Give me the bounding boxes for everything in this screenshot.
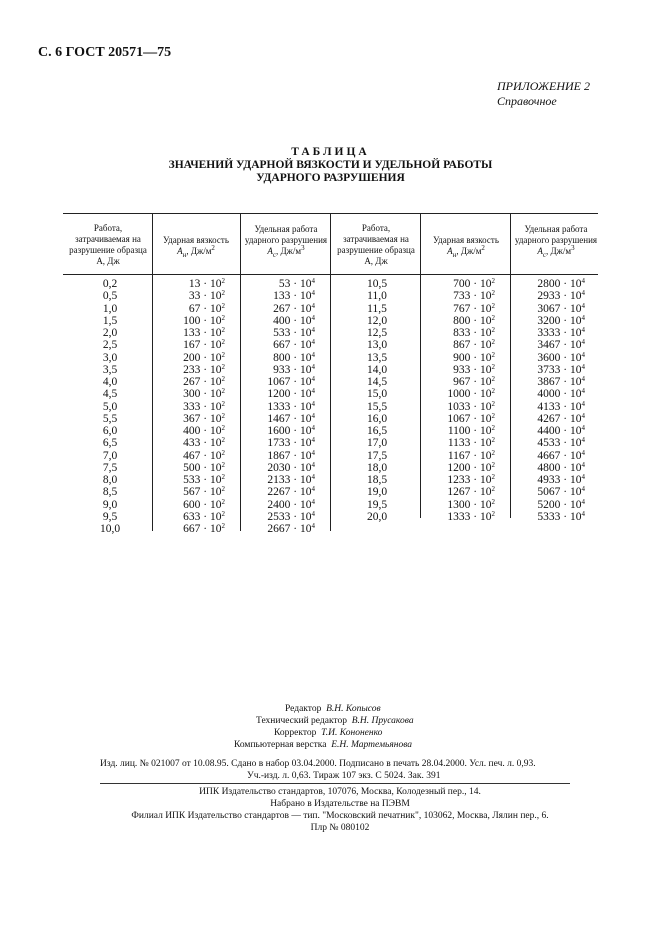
header-work: Работа, затрачиваемая на разрушение образца А, Дж <box>337 223 415 266</box>
cell-work: 4,5 <box>102 388 118 401</box>
cell-work: 16,0 <box>366 412 388 425</box>
cell-impact: $1267 \cdot 10^2$ <box>447 485 495 499</box>
cell-work: 18,5 <box>366 474 388 486</box>
cell-impact: $1333 \cdot 10^2$ <box>447 509 495 523</box>
table-title-line2: ЗНАЧЕНИЙ УДАРНОЙ ВЯЗКОСТИ И УДЕЛЬНОЙ РАБОТЫ <box>168 159 493 171</box>
cell-work: 18,0 <box>366 461 388 474</box>
cell-impact: $200 \cdot 10^2$ <box>183 350 225 364</box>
cell-impact: $300 \cdot 10^2$ <box>183 387 225 401</box>
cell-specific-work: $3467 \cdot 10^4$ <box>537 338 585 352</box>
cell-work: 7,5 <box>102 461 118 474</box>
cell-specific-work: $5067 \cdot 10^4$ <box>537 485 585 499</box>
cell-impact: $1233 \cdot 10^2$ <box>447 473 495 486</box>
cell-specific-work: $1200 \cdot 10^4$ <box>267 387 315 401</box>
table-title-line1: ТАБЛИЦА <box>291 146 370 158</box>
imprint-line1: Изд. лиц. № 021007 от 10.08.95. Сдано в набор 03.04.2000. Подписано в печать 28.04.2000. Усл. печ. л. 0,93. <box>100 759 536 769</box>
cell-impact: $633 \cdot 10^2$ <box>183 509 225 523</box>
column-divider <box>330 213 331 531</box>
cell-work: 8,0 <box>102 474 118 486</box>
cell-specific-work: $5333 \cdot 10^4$ <box>537 509 585 523</box>
cell-work: 9,0 <box>102 498 118 511</box>
cell-work: 17,0 <box>366 437 388 450</box>
cell-impact: $1133 \cdot 10^2$ <box>447 436 495 450</box>
publisher-line2: Набрано в Издательстве на ПЭВМ <box>270 799 410 809</box>
cell-impact: $733 \cdot 10^2$ <box>453 289 495 303</box>
imprint-line2: Уч.-изд. л. 0,63. Тираж 107 экз. С 5024. Зак. 391 <box>247 771 441 781</box>
cell-impact: $967 \cdot 10^2$ <box>453 375 495 388</box>
cell-impact: $33 \cdot 10^2$ <box>188 289 225 303</box>
cell-work: 2,0 <box>102 327 118 339</box>
cell-impact: $433 \cdot 10^2$ <box>183 436 225 450</box>
cell-impact: $233 \cdot 10^2$ <box>183 362 225 376</box>
cell-impact: $1033 \cdot 10^2$ <box>447 399 495 413</box>
cell-specific-work: $267 \cdot 10^4$ <box>273 301 315 315</box>
cell-work: 7,0 <box>102 449 118 462</box>
cell-specific-work: $933 \cdot 10^4$ <box>273 362 315 376</box>
cell-specific-work: $2533 \cdot 10^4$ <box>267 509 315 523</box>
cell-impact: $67 \cdot 10^2$ <box>188 301 225 315</box>
cell-work: 8,5 <box>102 486 118 499</box>
cell-work: 15,5 <box>366 400 388 413</box>
table-title-line3: УДАРНОГО РАЗРУШЕНИЯ <box>256 172 405 184</box>
cell-impact: $1100 \cdot 10^2$ <box>447 424 495 437</box>
appendix-label <box>497 79 590 109</box>
cell-impact: $1167 \cdot 10^2$ <box>447 448 495 462</box>
header-work: Работа, затрачиваемая на разрушение образца А, Дж <box>69 223 147 266</box>
cell-specific-work: $2267 \cdot 10^4$ <box>267 485 315 499</box>
cell-impact: $667 \cdot 10^2$ <box>183 522 225 535</box>
imprint-divider <box>100 783 570 784</box>
cell-specific-work: $5200 \cdot 10^4$ <box>537 497 585 511</box>
cell-work: 1,5 <box>102 314 118 327</box>
column-divider <box>420 213 421 518</box>
page-header: С. 6 ГОСТ 20571—75 <box>38 45 172 60</box>
cell-work: 12,0 <box>366 314 388 327</box>
cell-specific-work: $53 \cdot 10^4$ <box>278 277 315 290</box>
cell-specific-work: $133 \cdot 10^4$ <box>273 289 315 303</box>
publisher-line1: ИПК Издательство стандартов, 107076, Москва, Колодезный пер., 14. <box>199 787 481 797</box>
cell-impact: $267 \cdot 10^2$ <box>183 375 225 388</box>
cell-impact: $13 \cdot 10^2$ <box>188 277 225 290</box>
cell-work: 2,5 <box>102 339 118 352</box>
column-divider <box>152 213 153 531</box>
cell-work: 12,5 <box>366 327 388 339</box>
cell-impact: $567 \cdot 10^2$ <box>183 485 225 499</box>
cell-specific-work: $3733 \cdot 10^4$ <box>537 362 585 376</box>
cell-impact: $100 \cdot 10^2$ <box>183 313 225 327</box>
header-impact: Ударная вязкость $A_н$, $Дж/м^2$ <box>433 235 499 259</box>
cell-specific-work: $2667 \cdot 10^4$ <box>267 522 315 535</box>
cell-work: 3,5 <box>102 363 118 376</box>
publisher <box>80 786 600 834</box>
cell-specific-work: $4400 \cdot 10^4$ <box>537 424 585 437</box>
cell-work: 3,0 <box>102 351 118 364</box>
cell-specific-work: $1600 \cdot 10^4$ <box>267 424 315 437</box>
cell-specific-work: $4800 \cdot 10^4$ <box>537 460 585 474</box>
credit-editor: Редактор В.Н. Копысов <box>285 704 381 714</box>
cell-work: 0,5 <box>102 290 118 303</box>
cell-work: 19,0 <box>366 486 388 499</box>
cell-impact: $400 \cdot 10^2$ <box>183 424 225 437</box>
cell-specific-work: $533 \cdot 10^4$ <box>273 326 315 339</box>
cell-specific-work: $3333 \cdot 10^4$ <box>537 326 585 339</box>
cell-specific-work: $2800 \cdot 10^4$ <box>537 277 585 290</box>
cell-work: 16,5 <box>366 425 388 437</box>
cell-work: 19,5 <box>366 498 388 511</box>
cell-specific-work: $2030 \cdot 10^4$ <box>267 460 315 474</box>
cell-work: 4,0 <box>102 376 118 388</box>
cell-impact: $867 \cdot 10^2$ <box>453 338 495 352</box>
cell-impact: $800 \cdot 10^2$ <box>453 313 495 327</box>
cell-specific-work: $3067 \cdot 10^4$ <box>537 301 585 315</box>
cell-specific-work: $2400 \cdot 10^4$ <box>267 497 315 511</box>
cell-specific-work: $4933 \cdot 10^4$ <box>537 473 585 486</box>
cell-work: 17,5 <box>366 449 388 462</box>
cell-impact: $467 \cdot 10^2$ <box>183 448 225 462</box>
cell-impact: $333 \cdot 10^2$ <box>183 399 225 413</box>
credit-tech-editor: Технический редактор В.Н. Прусакова <box>256 716 414 726</box>
cell-work: 13,5 <box>366 351 388 364</box>
cell-impact: $700 \cdot 10^2$ <box>453 277 495 290</box>
cell-impact: $767 \cdot 10^2$ <box>453 301 495 315</box>
cell-impact: $833 \cdot 10^2$ <box>453 326 495 339</box>
cell-impact: $1067 \cdot 10^2$ <box>447 411 495 425</box>
cell-work: 20,0 <box>366 510 388 523</box>
cell-specific-work: $1333 \cdot 10^4$ <box>267 399 315 413</box>
cell-specific-work: $4533 \cdot 10^4$ <box>537 436 585 450</box>
cell-specific-work: $800 \cdot 10^4$ <box>273 350 315 364</box>
cell-work: 1,0 <box>102 302 118 315</box>
cell-impact: $933 \cdot 10^2$ <box>453 362 495 376</box>
cell-impact: $167 \cdot 10^2$ <box>183 338 225 352</box>
cell-specific-work: $3867 \cdot 10^4$ <box>537 375 585 388</box>
cell-work: 11,5 <box>367 302 387 315</box>
cell-specific-work: $3600 \cdot 10^4$ <box>537 350 585 364</box>
appendix-title: ПРИЛОЖЕНИЕ 2 <box>497 79 590 93</box>
credits <box>180 703 480 751</box>
cell-work: 6,5 <box>102 437 118 450</box>
cell-specific-work: $4667 \cdot 10^4$ <box>537 448 585 462</box>
cell-specific-work: $2133 \cdot 10^4$ <box>267 473 315 486</box>
cell-specific-work: $4000 \cdot 10^4$ <box>537 387 585 401</box>
header-specific-work: Удельная работа ударного разрушения $A_c$, $Дж/м^3$ <box>514 224 598 259</box>
cell-specific-work: $1733 \cdot 10^4$ <box>267 436 315 450</box>
cell-work: 5,5 <box>102 412 118 425</box>
cell-impact: $900 \cdot 10^2$ <box>453 350 495 364</box>
cell-work: 14,5 <box>366 376 388 388</box>
cell-specific-work: $667 \cdot 10^4$ <box>273 338 315 352</box>
publisher-line4: Плр № 080102 <box>310 823 370 833</box>
credit-layout: Компьютерная верстка Е.Н. Мартемьянова <box>234 740 413 750</box>
credit-corrector: Корректор Т.И. Кононенко <box>274 728 383 738</box>
cell-work: 9,5 <box>102 510 118 523</box>
cell-work: 0,2 <box>102 278 118 290</box>
header-impact: Ударная вязкость $A_н$, $Дж/м^2$ <box>163 235 229 259</box>
cell-work: 11,0 <box>367 290 387 303</box>
cell-impact: $600 \cdot 10^2$ <box>183 497 225 511</box>
cell-work: 10,0 <box>99 523 121 535</box>
cell-work: 13,0 <box>366 339 388 352</box>
cell-specific-work: $1067 \cdot 10^4$ <box>267 375 315 388</box>
cell-specific-work: $3200 \cdot 10^4$ <box>537 313 585 327</box>
cell-specific-work: $400 \cdot 10^4$ <box>273 313 315 327</box>
cell-work: 6,0 <box>102 425 118 437</box>
cell-work: 10,5 <box>366 278 388 290</box>
cell-impact: $500 \cdot 10^2$ <box>183 460 225 474</box>
cell-specific-work: $4267 \cdot 10^4$ <box>537 411 585 425</box>
header-specific-work: Удельная работа ударного разрушения $A_c$, $Дж/м^3$ <box>244 224 328 259</box>
cell-specific-work: $1467 \cdot 10^4$ <box>267 411 315 425</box>
cell-impact: $133 \cdot 10^2$ <box>183 326 225 339</box>
cell-specific-work: $4133 \cdot 10^4$ <box>537 399 585 413</box>
cell-work: 5,0 <box>102 400 118 413</box>
appendix-subtitle: Справочное <box>497 94 557 108</box>
cell-specific-work: $1867 \cdot 10^4$ <box>267 448 315 462</box>
cell-impact: $367 \cdot 10^2$ <box>183 411 225 425</box>
cell-impact: $533 \cdot 10^2$ <box>183 473 225 486</box>
imprint <box>100 758 570 782</box>
cell-impact: $1000 \cdot 10^2$ <box>447 387 495 401</box>
cell-work: 15,0 <box>366 388 388 401</box>
cell-impact: $1300 \cdot 10^2$ <box>447 497 495 511</box>
publisher-line3: Филиал ИПК Издательство стандартов — тип. "Московский печатник", 103062, Москва, Лялин пер., 6. <box>131 811 549 821</box>
cell-impact: $1200 \cdot 10^2$ <box>447 460 495 474</box>
cell-specific-work: $2933 \cdot 10^4$ <box>537 289 585 303</box>
cell-work: 14,0 <box>366 363 388 376</box>
